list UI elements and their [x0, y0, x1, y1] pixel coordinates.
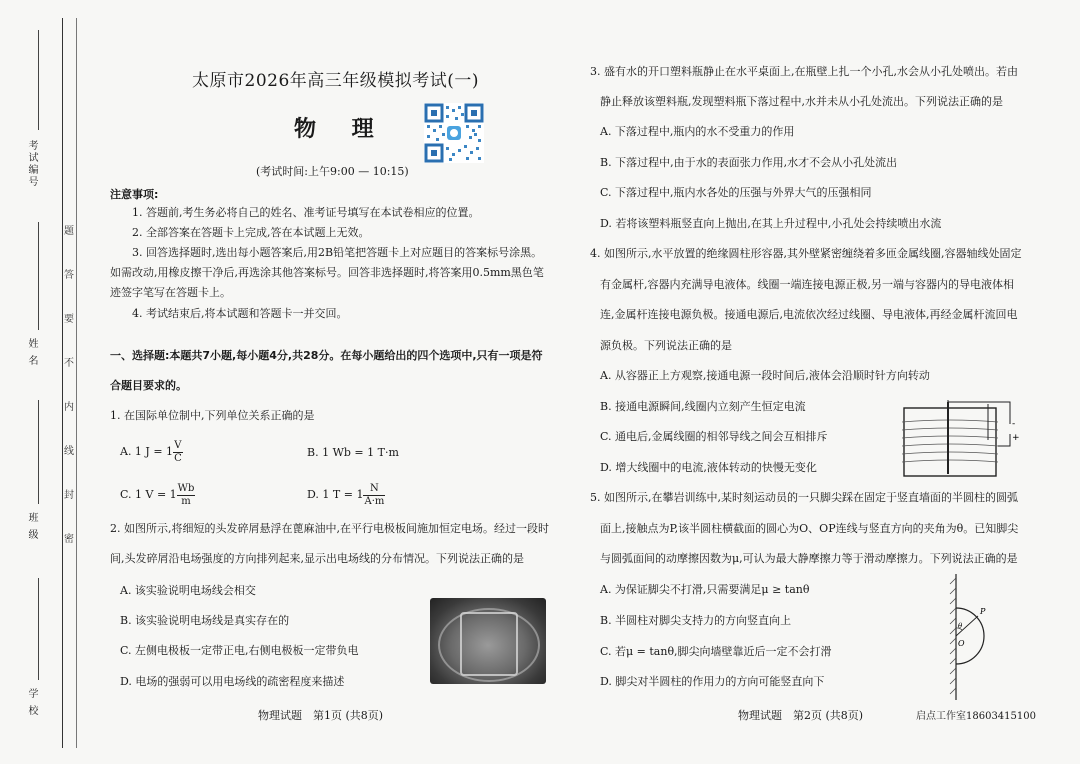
q2-option-a: A. 该实验说明电场线会相交: [120, 584, 256, 597]
fraction: $\frac{N}{A\cdot m}$: [364, 482, 385, 507]
notes-title: 注意事项:: [110, 188, 159, 201]
note-item: 4. 考试结束后,将本试题和答题卡一并交回。: [132, 307, 348, 320]
seal-char: 封: [64, 490, 74, 501]
q3-stem: 3. 盛有水的开口塑料瓶静止在水平桌面上,在瓶壁上扎一个小孔,水会从小孔处喷出。若由: [590, 65, 1018, 78]
school-line: [38, 578, 39, 680]
q2-stem-cont: 间,头发碎屑沿电场强度的方向排列起来,显示出电场线的分布情况。下列说法正确的是: [110, 552, 524, 565]
q5-option-b: B. 半圆柱对脚尖支持力的方向竖直向上: [600, 614, 792, 627]
note-item: 如需改动,用橡皮擦干净后,再选涂其他答案标号。回答非选择题时,将答案用0.5mm黑色笔: [110, 266, 544, 279]
coil-container-diagram: [900, 400, 1020, 480]
q1-option-a: A. 1 J = 1 $\frac{V}{C}$: [120, 439, 182, 464]
q4-option-b: B. 接通电源瞬间,线圈内立刻产生恒定电流: [600, 400, 806, 413]
qr-code: [424, 103, 484, 163]
q5-stem: 5. 如图所示,在攀岩训练中,某时刻运动员的一只脚尖踩在固定于竖直墙面的半圆柱的圆弧: [590, 491, 1018, 504]
q2-stem: 2. 如图所示,将细短的头发碎屑悬浮在蓖麻油中,在平行电极板间施加恒定电场。经过一段时: [110, 522, 549, 535]
q2-option-d: D. 电场的强弱可以用电场线的疏密程度来描述: [120, 675, 345, 688]
studio-watermark: 启点工作室18603415100: [916, 711, 1036, 722]
angle-theta-label: θ: [958, 622, 963, 630]
q4-stem-cont: 源负极。下列说法正确的是: [600, 339, 732, 352]
class-line: [38, 400, 39, 504]
q1-option-c: C. 1 V = 1 $\frac{Wb}{m}$: [120, 482, 195, 507]
q3-option-a: A. 下落过程中,瓶内的水不受重力的作用: [600, 125, 795, 138]
seal-char: 密: [64, 534, 74, 545]
q1-stem: 1. 在国际单位制中,下列单位关系正确的是: [110, 409, 315, 422]
exam-time: (考试时间:上午9:00 — 10:15): [256, 165, 409, 178]
binding-line: [62, 18, 63, 748]
q4-option-c: C. 通电后,金属线圈的相邻导线之间会互相排斥: [600, 430, 828, 443]
class-label: 班 级: [26, 512, 37, 542]
page-footer-right: 物理试题 第2页 (共8页): [738, 709, 864, 722]
fraction: $\frac{V}{C}$: [174, 439, 182, 464]
note-item: 迹签字笔写在答题卡上。: [110, 286, 231, 299]
seal-char: 线: [64, 446, 74, 457]
q4-option-a: A. 从容器正上方观察,接通电源一段时间后,液体会沿顺时针方向转动: [600, 369, 930, 382]
seal-char: 要: [64, 314, 74, 325]
seal-char: 不: [64, 358, 74, 369]
q1-option-d: D. 1 T = 1 $\frac{N}{A\cdot m}$: [307, 482, 385, 507]
half-cylinder-diagram: [942, 572, 1002, 702]
minus-terminal-label: -: [1012, 419, 1016, 429]
q4-stem-cont: 连,金属杆连接电源负极。接通电源后,电流依次经过线圈、导电液体,再经金属杆流回电: [600, 308, 1018, 321]
name-label: 姓 名: [26, 338, 37, 368]
exam-title: 太原市2026年高三年级模拟考试(一): [192, 71, 480, 91]
name-line: [38, 222, 39, 330]
seal-char: 题: [64, 226, 74, 237]
school-label: 学 校: [26, 688, 37, 718]
binding-line-outer: [76, 18, 77, 748]
q1-option-b: B. 1 Wb = 1 T·m: [307, 446, 399, 459]
q5-option-c: C. 若μ = tanθ,脚尖向墙壁靠近后一定不会打滑: [600, 645, 832, 658]
q5-stem-cont: 面上,接触点为P,该半圆柱横截面的圆心为O、OP连线与竖直方向的夹角为θ。已知脚尖: [600, 522, 1019, 535]
exam-number-line: [38, 30, 39, 130]
q4-option-d: D. 增大线圈中的电流,液体转动的快慢无变化: [600, 461, 817, 474]
q3-option-b: B. 下落过程中,由于水的表面张力作用,水才不会从小孔处流出: [600, 156, 898, 169]
q3-option-d: D. 若将该塑料瓶竖直向上抛出,在其上升过程中,小孔处会持续喷出水流: [600, 217, 942, 230]
page-footer-left: 物理试题 第1页 (共8页): [258, 709, 384, 722]
q3-stem-cont: 静止释放该塑料瓶,发现塑料瓶下落过程中,水并未从小孔处流出。下列说法正确的是: [600, 95, 1003, 108]
q3-option-c: C. 下落过程中,瓶内水各处的压强与外界大气的压强相同: [600, 186, 872, 199]
electric-field-photo: [430, 598, 546, 684]
section-heading-cont: 合题目要求的。: [110, 379, 187, 392]
q5-option-d: D. 脚尖对半圆柱的作用力的方向可能竖直向下: [600, 675, 825, 688]
subject-title: 物 理: [294, 117, 388, 142]
plus-terminal-label: +: [1012, 433, 1020, 443]
note-item: 3. 回答选择题时,选出每小题答案后,用2B铅笔把答题卡上对应题目的答案标号涂黑。: [132, 246, 543, 259]
q5-option-a: A. 为保证脚尖不打滑,只需要满足μ ≥ tanθ: [600, 583, 810, 596]
q4-stem-cont: 有金属杆,容器内充满导电液体。线圈一端连接电源正极,另一端与容器内的导电液体相: [600, 278, 1014, 291]
q5-stem-cont: 与圆弧面间的动摩擦因数为μ,可认为最大静摩擦力等于滑动摩擦力。下列说法正确的是: [600, 552, 1018, 565]
seal-char: 内: [64, 402, 74, 413]
note-item: 2. 全部答案在答题卡上完成,答在本试题上无效。: [132, 226, 370, 239]
seal-char: 答: [64, 270, 74, 281]
point-p-label: P: [980, 607, 986, 616]
q2-option-c: C. 左侧电极板一定带正电,右侧电极板一定带负电: [120, 644, 359, 657]
q4-stem: 4. 如图所示,水平放置的绝缘圆柱形容器,其外壁紧密缠绕着多匝金属线圈,容器轴线处固定: [590, 247, 1022, 260]
fraction: $\frac{Wb}{m}$: [177, 482, 195, 507]
exam-number-label: 考试编号: [26, 140, 37, 188]
section-heading: 一、选择题:本题共7小题,每小题4分,共28分。在每小题给出的四个选项中,只有一项是符: [110, 349, 543, 362]
binding-margin: [0, 0, 78, 764]
note-item: 1. 答题前,考生务必将自己的姓名、准考证号填写在本试卷相应的位置。: [132, 206, 480, 219]
center-o-label: O: [958, 639, 965, 648]
q2-option-b: B. 该实验说明电场线是真实存在的: [120, 614, 290, 627]
